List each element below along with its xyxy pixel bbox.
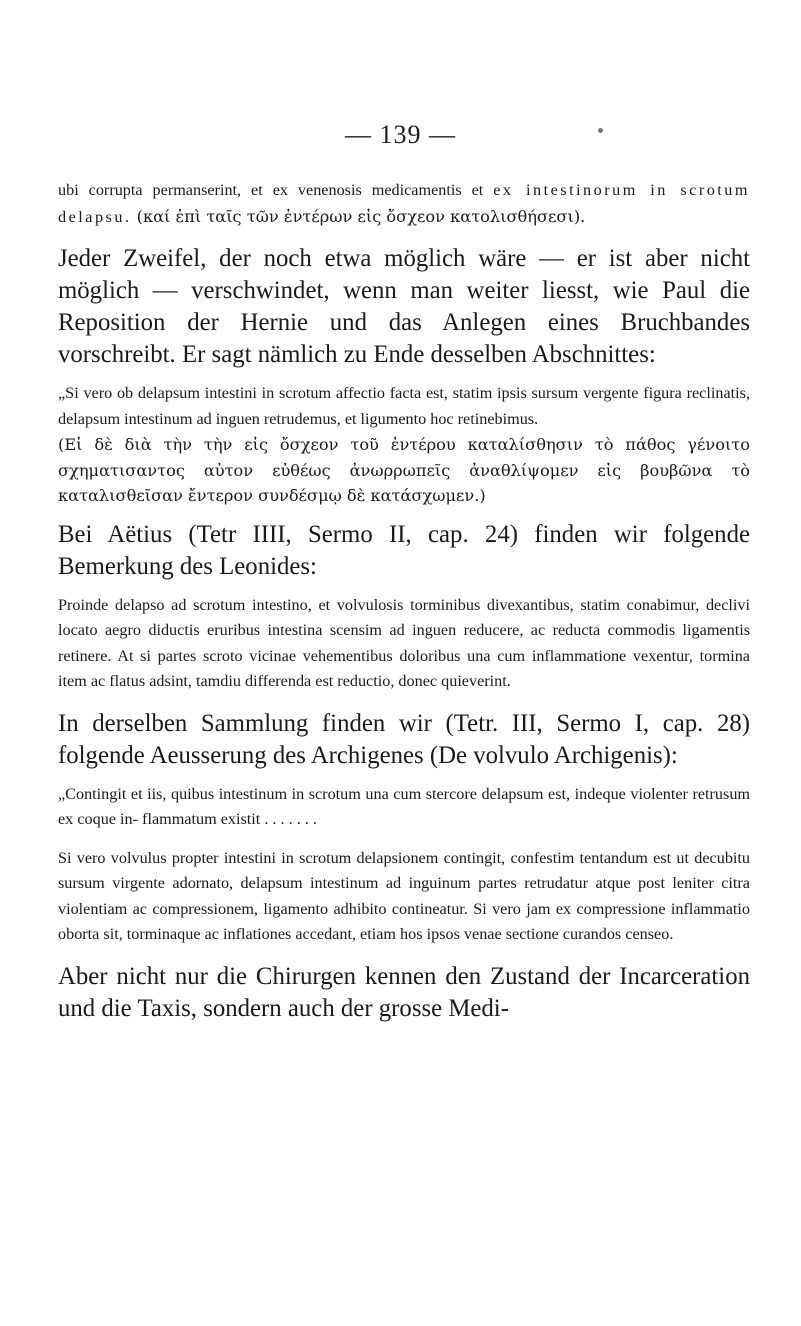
paragraph-3-greek: (Εἰ δὲ διὰ τὴν τὴν εἰς ὄσχεον τοῦ ἐντέρου καταλίσθησιν τὸ πάθος γένοιτο σχηματισαντος αὐτον εὐθέως ἀνωρρωπεῖς ἀναθλίψομεν εἰς βουβῶνα τὸ καταλισθεῖσαν ἔντερον συνδέσμῳ δὲ κατάσχωμεν.) <box>58 435 750 505</box>
paragraph-6: In derselben Sammlung finden wir (Tetr. III, Sermo I, cap. 28) folgende Aeusserung des Archigenes (De volvulo Archigenis): <box>58 709 750 769</box>
paragraph-9: Aber nicht nur die Chirurgen kennen den Zustand der Incarceration und die Taxis, sondern auch der grosse Medi- <box>58 962 750 1022</box>
page-number: — 139 — <box>345 120 456 149</box>
paragraph-1-latin: ubi corrupta permanserint, et ex venenosis medicamentis et <box>58 181 494 199</box>
paragraph-1-spaced: ex intestinorum in scrotum delapsu. <box>58 181 750 226</box>
paragraph-1 <box>58 178 750 230</box>
paragraph-5: Proinde delapso ad scrotum intestino, et volvulosis torminibus divexantibus, statim conabimur, declivi locato aegro diductis eruribus intestina scensim ad inguen reducere, ac reducta commodis ligamentis retinere. At si partes scroto vicinae vehementibus doloribus una cum inflammatione vexentur, tormina item ac flatus adsint, tamdiu differenda est reductio, donec quieverint. <box>58 595 750 690</box>
paragraph-1-greek: (καί ἐπὶ ταῖς τῶν ἐντέρων εἰς ὄσχεον κατολισθήσεσι). <box>131 206 586 226</box>
paragraph-7: „Contingit et iis, quibus intestinum in scrotum una cum stercore delapsum est, indeque violenter retrusum ex coque in- flammatum existit . . . . . . . <box>58 784 750 828</box>
paragraph-4: Bei Aëtius (Tetr IIII, Sermo II, cap. 24) finden wir folgende Bemerkung des Leonides: <box>58 520 750 580</box>
speck-dot <box>598 128 603 133</box>
paragraph-8: Si vero volvulus propter intestini in scrotum delapsionem contingit, confestim tentandum est ut decubitu sursum virgente adornato, delapsum intestinum ad inguinum partes retrudatur atque post leniter citra violentiam ac compressionem, ligamento adhibito contineatur. Si vero jam ex compressione inflammatio oborta sit, torminaque ac inflationes accedant, etiam hos ipsos venae sectione curandos censeo. <box>58 848 750 943</box>
page-body <box>58 178 750 1025</box>
paragraph-3: „Si vero ob delapsum intestini in scrotum affectio facta est, statim ipsis sursum vergente figura reclinatis, delapsum intestinum ad inguen retrudemus, et ligumento hoc retinebimus. <box>58 384 750 428</box>
paragraph-2: Jeder Zweifel, der noch etwa möglich wäre — er ist aber nicht möglich — verschwindet, wenn man weiter liesst, wie Paul die Reposition der Hernie und das Anlegen eines Bruchbandes vorschreibt. Er sagt nämlich zu Ende desselben Abschnittes: <box>58 245 750 368</box>
